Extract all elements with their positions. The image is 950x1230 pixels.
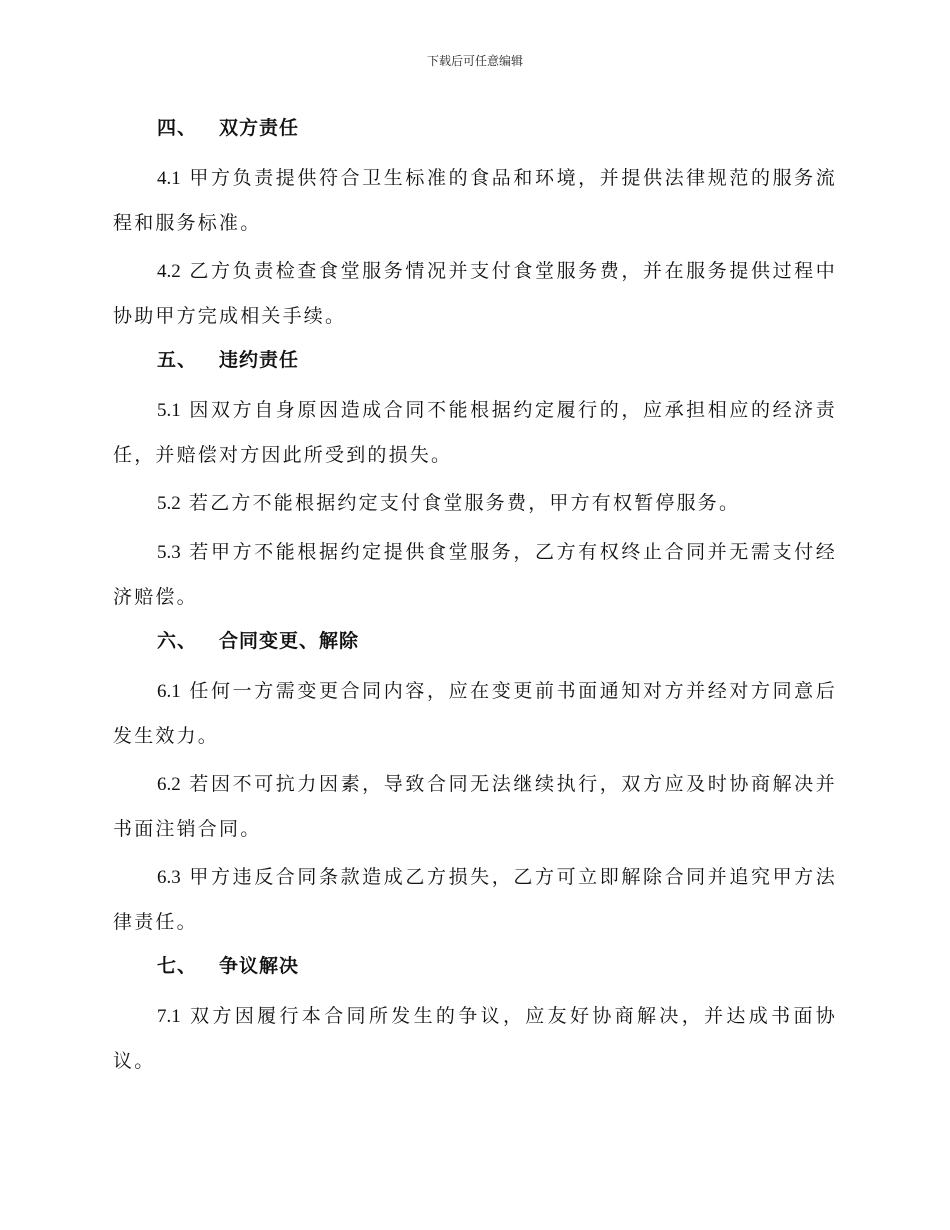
section-number: 四、 [157,117,198,139]
clause-number: 5.1 [157,400,181,421]
clause-text: 若乙方不能根据约定支付食堂服务费，甲方有权暂停服务。 [189,492,741,514]
clause-text: 乙方负责检查食堂服务情况并支付食堂服务费，并在服务提供过程中协助甲方完成相关手续。 [113,260,837,327]
clause-6-3 [113,855,837,944]
clause-5-3 [113,530,837,619]
clause-7-1 [113,994,837,1083]
section-heading-5 [113,342,837,378]
clause-5-1 [113,388,837,477]
section-number: 七、 [157,955,198,977]
clause-4-1 [113,156,837,245]
page-header: 下载后可任意编辑 [426,54,523,68]
clause-number: 5.2 [157,493,181,514]
clause-text: 若甲方不能根据约定提供食堂服务，乙方有权终止合同并无需支付经济赔偿。 [113,541,837,608]
section-number: 六、 [157,630,198,652]
clause-number: 4.2 [157,261,181,282]
clause-text: 甲方负责提供符合卫生标准的食品和环境，并提供法律规范的服务流程和服务标准。 [113,167,837,234]
clause-number: 7.1 [157,1006,181,1027]
clause-4-2 [113,249,837,338]
clause-5-2 [113,481,837,526]
section-title: 违约责任 [219,349,300,371]
section-title: 合同变更、解除 [219,630,360,652]
clause-number: 6.3 [157,867,181,888]
clause-6-1 [113,669,837,758]
clause-number: 5.3 [157,542,181,563]
clause-number: 6.2 [157,774,181,795]
clause-number: 4.1 [157,168,181,189]
clause-number: 6.1 [157,681,181,702]
clause-6-2 [113,762,837,851]
clause-text: 甲方违反合同条款造成乙方损失，乙方可立即解除合同并追究甲方法律责任。 [113,866,837,933]
clause-text: 因双方自身原因造成合同不能根据约定履行的，应承担相应的经济责任，并赔偿对方因此所受到的损失。 [113,399,837,466]
section-title: 争议解决 [219,955,300,977]
document-body [113,110,837,1087]
section-heading-7 [113,948,837,984]
clause-text: 双方因履行本合同所发生的争议，应友好协商解决，并达成书面协议。 [113,1005,837,1072]
section-number: 五、 [157,349,198,371]
clause-text: 若因不可抗力因素，导致合同无法继续执行，双方应及时协商解决并书面注销合同。 [113,773,837,840]
clause-text: 任何一方需变更合同内容，应在变更前书面通知对方并经对方同意后发生效力。 [113,680,837,747]
section-heading-4 [113,110,837,146]
section-title: 双方责任 [219,117,300,139]
section-heading-6 [113,623,837,659]
